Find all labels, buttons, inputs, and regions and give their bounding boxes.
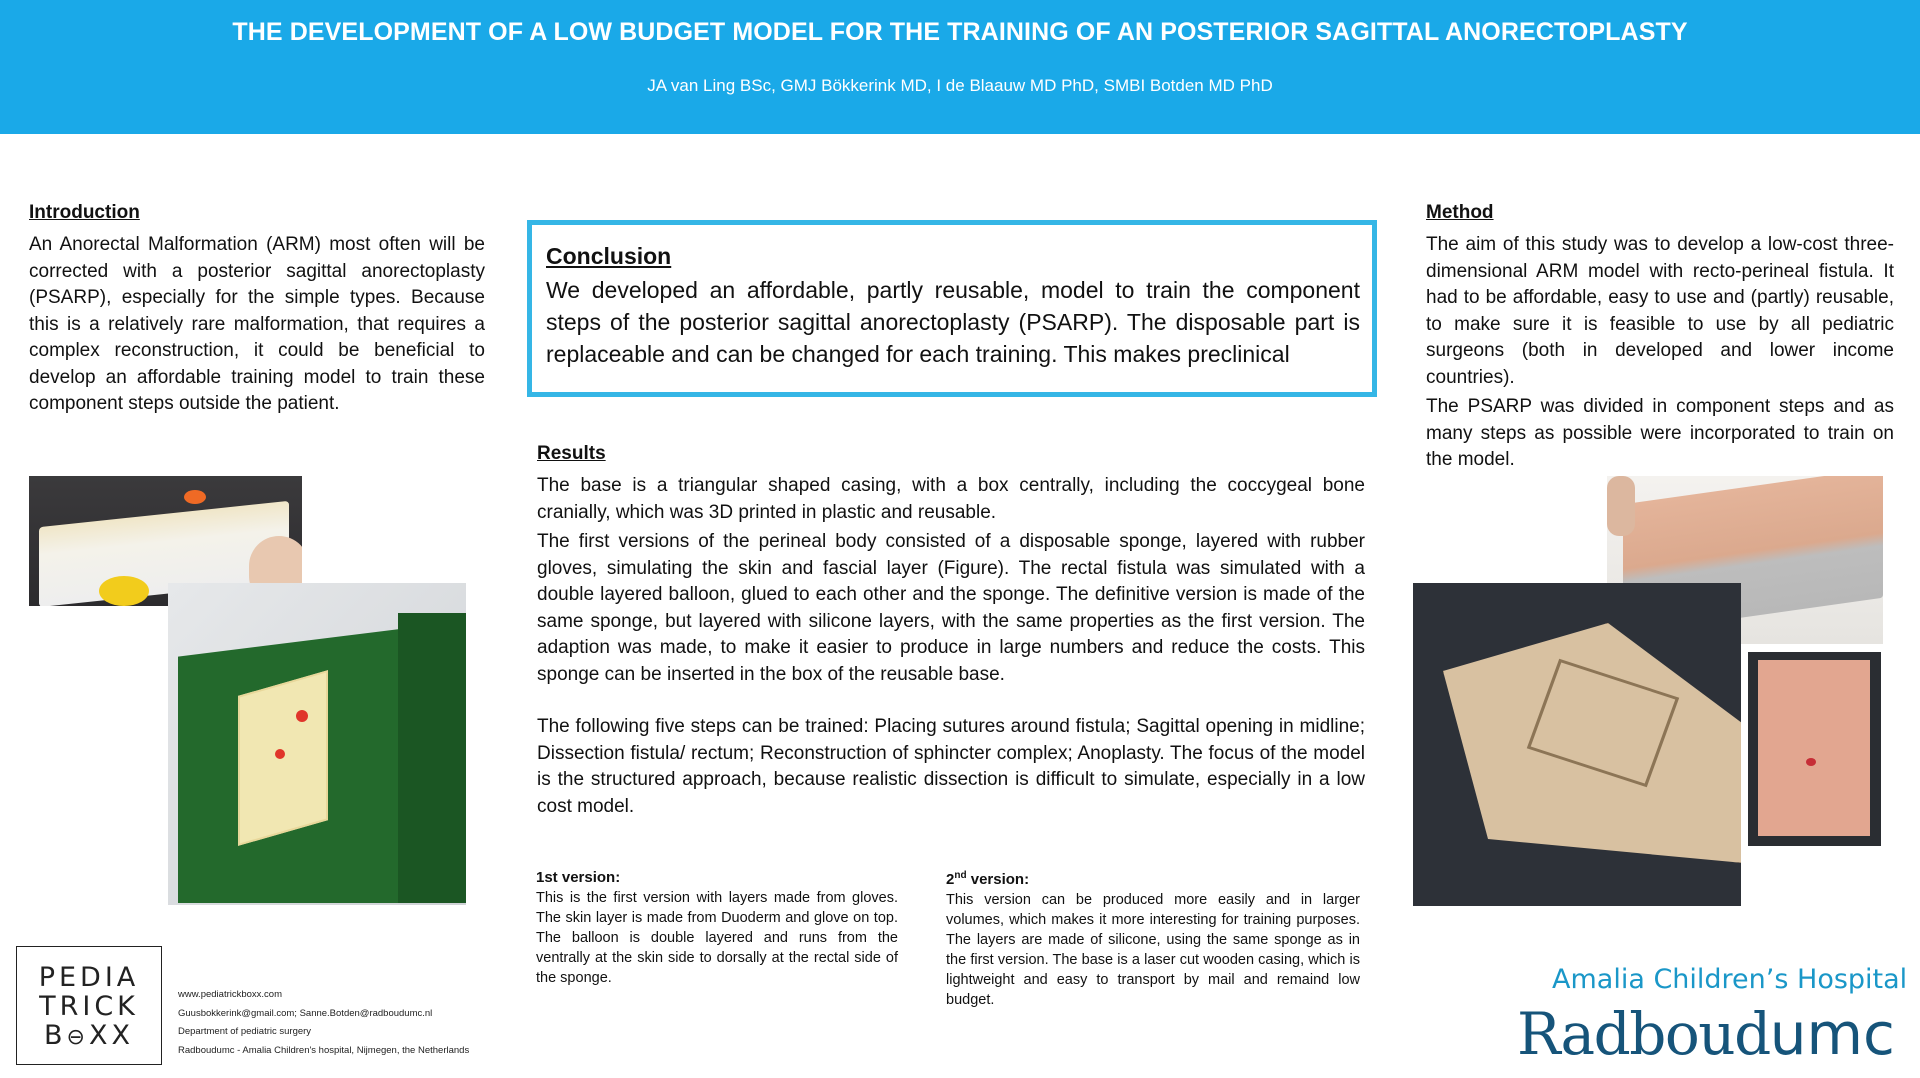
introduction-text: An Anorectal Malformation (ARM) most often will be corrected with a posterior sagittal anorectoplasty (PSARP), especially for the simple types. Because this is a relatively rare malformation, that requires a complex reconstruction, it could be beneficial to develop an affordable training model to train these component steps outside the patient. [29,234,485,414]
conclusion-box [527,220,1377,397]
pediatrickboxx-logo: PEDIA TRICK B⊖XX [16,946,162,1065]
poster-authors: JA van Ling BSc, GMJ Bökkerink MD, I de Blaauw MD PhD, SMBI Botden MD PhD [647,76,1273,95]
results-paragraph-3: The following five steps can be trained: Placing sutures around fistula; Sagittal opening in midline; Dissection fistula/ rectum; Reconstruction of sphincter complex; Anoplasty. The focus of the model is the structured approach, because realistic dissection is difficult to simulate, especially in a low cost model. [537,716,1365,817]
first-version-title: 1st version: [536,869,621,886]
contact-emails[interactable]: Guusbokkerink@gmail.com; Sanne.Botden@radboudumc.nl [178,1007,433,1019]
second-version-text: This version can be produced more easily and in larger volumes, which makes it more interesting for training purposes. The layers are made of silicone, using the same sponge as in the first version. The base is a laser cut wooden casing, which is lightweight and easy to transport by mail and remaind low budget. [946,892,1360,1008]
contact-info [178,986,469,1060]
first-version-note [536,868,898,988]
first-version-text: This is the first version with layers made from gloves. The skin layer is made from Duoderm and glove on top. The balloon is double layered and runs from the ventrally at the skin side to dorsally at the rectal side of the sponge. [536,890,898,986]
photo-silicone-pad [1748,652,1881,846]
method-section [1426,202,1894,474]
title-banner [0,0,1920,134]
method-heading: Method [1426,202,1494,223]
second-version-note [946,866,1360,1010]
department-text: Department of pediatric surgery [178,1026,312,1037]
radboudumc-logo: Radboudumc [1517,1000,1895,1068]
photo-green-base-model [168,583,466,905]
introduction-section [29,202,485,418]
conclusion-text: We developed an affordable, partly reusable, model to train the component steps of the posterior sagittal anorectoplasty (PSARP). The disposable part is replaceable and can be changed for each training. This makes preclinical [546,277,1360,367]
method-paragraph-2: The PSARP was divided in component steps and as many steps as possible were incorporated to train on the model. [1426,396,1894,470]
introduction-heading: Introduction [29,202,140,223]
second-version-title: 2nd version: [946,870,1030,888]
method-paragraph-1: The aim of this study was to develop a low-cost three-dimensional ARM model with recto-perineal fistula. It had to be affordable, easy to use and (partly) reusable, to make sure it is feasible to use by all pediatric surgeons (both in developed and lower income countries). [1426,234,1894,388]
results-heading: Results [537,443,606,464]
amalia-hospital-logo: Amalia Children’s Hospital [1552,964,1908,995]
website-link[interactable]: www.pediatrickboxx.com [178,989,283,1000]
photo-wooden-casing [1413,583,1741,906]
poster-title: THE DEVELOPMENT OF A LOW BUDGET MODEL FOR THE TRAINING OF AN POSTERIOR SAGITTAL ANORECTOPLASTY [232,18,1688,46]
results-paragraph-2: The first versions of the perineal body consisted of a disposable sponge, layered with rubber gloves, simulating the skin and fascial layer (Figure). The rectal fistula was simulated with a double layered balloon, glued to each other and the sponge. The definitive version is made of the same sponge, but layered with silicone layers, with the same properties as the first version. The adaption was made, to make it easier to produce in large numbers and reduce the costs. This sponge can be inserted in the box of the reusable base. [537,531,1365,685]
institution-text: Radboudumc - Amalia Children's hospital, Nijmegen, the Netherlands [178,1044,470,1056]
results-section [537,443,1365,820]
conclusion-heading: Conclusion [546,243,672,269]
results-paragraph-1: The base is a triangular shaped casing, with a box centrally, including the coccygeal bone cranially, which was 3D printed in plastic and reusable. [537,475,1365,523]
